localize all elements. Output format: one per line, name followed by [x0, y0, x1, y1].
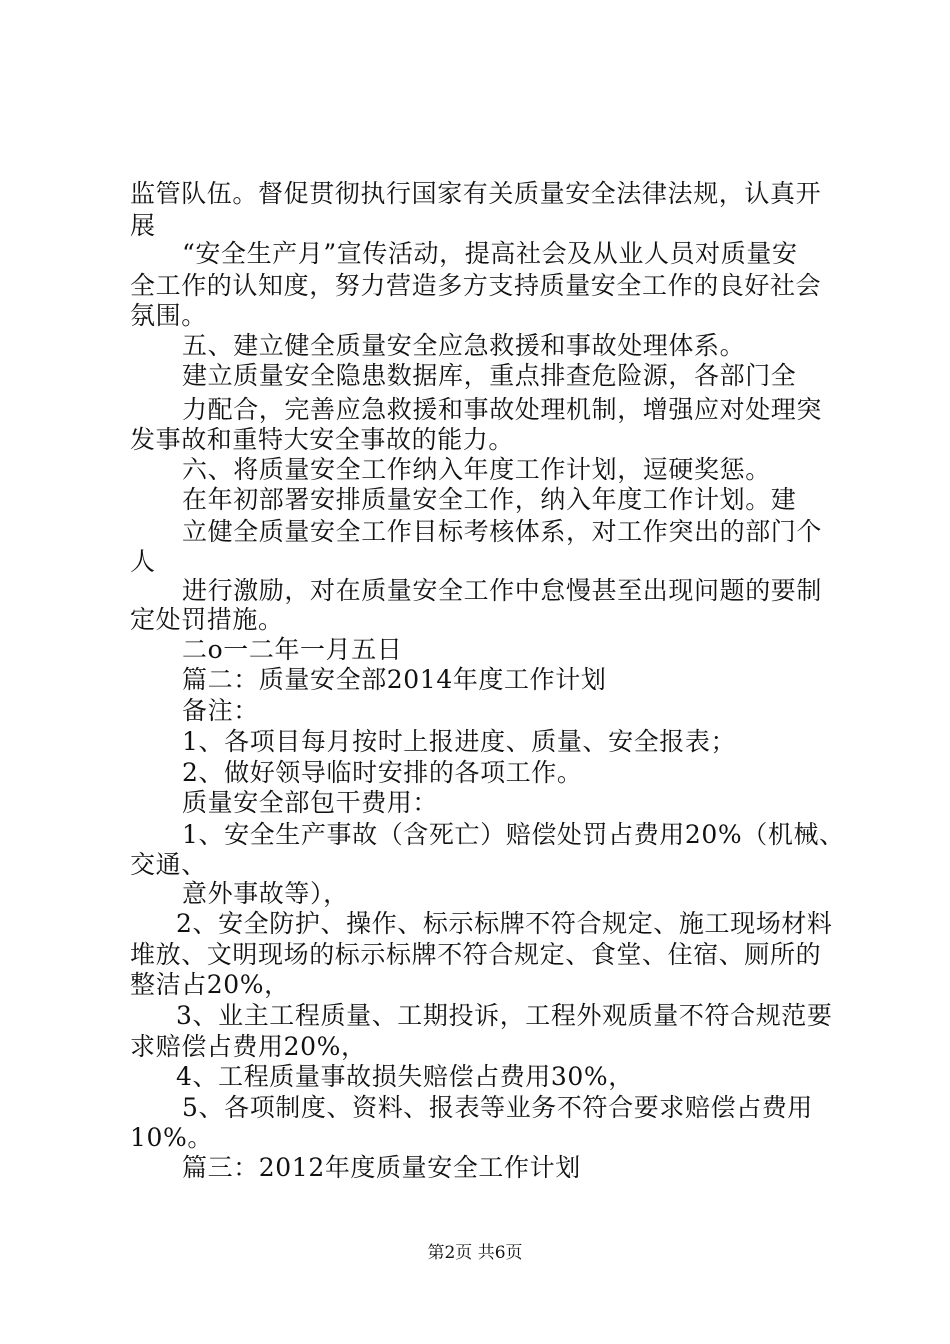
- text-line: 定处罚措施。: [130, 605, 284, 634]
- chapter-heading: 篇三：2012年度质量安全工作计划: [182, 1153, 581, 1182]
- list-item: 5、各项制度、资料、报表等业务不符合要求赔偿占费用: [182, 1093, 813, 1122]
- text-line: 展: [130, 211, 156, 240]
- list-item: 1、各项目每月按时上报进度、质量、安全报表；: [182, 727, 737, 756]
- text-line: 氛围。: [130, 301, 207, 330]
- text-line: 全工作的认知度，努力营造多方支持质量安全工作的良好社会: [130, 271, 822, 300]
- text-line: 堆放、文明现场的标示标牌不符合规定、食堂、住宿、厕所的: [130, 940, 822, 969]
- text-line: 质量安全部包干费用：: [182, 788, 439, 817]
- text-line: 监管队伍。督促贯彻执行国家有关质量安全法律法规，认真开: [130, 179, 822, 208]
- text-line: 意外事故等），: [182, 879, 349, 908]
- text-line: 交通、: [130, 850, 207, 879]
- text-line: 求赔偿占费用20%，: [130, 1032, 367, 1061]
- text-line: 整洁占20%，: [130, 970, 290, 999]
- text-line: 10%。: [130, 1123, 213, 1152]
- text-line: 力配合，完善应急救援和事故处理机制，增强应对处理突: [182, 395, 823, 424]
- text-line: 备注：: [182, 696, 259, 725]
- text-line: 建立质量安全隐患数据库，重点排查危险源，各部门全: [182, 361, 797, 390]
- text-line: “安全生产月”宣传活动，提高社会及从业人员对质量安: [182, 239, 798, 268]
- list-item: 1、安全生产事故（含死亡）赔偿处罚占费用20%（机械、: [182, 820, 845, 849]
- section-heading: 六、将质量安全工作纳入年度工作计划，逗硬奖惩。: [182, 455, 771, 484]
- text-line: 进行激励，对在质量安全工作中怠慢甚至出现问题的要制: [182, 576, 823, 605]
- chapter-heading: 篇二：质量安全部2014年度工作计划: [182, 665, 607, 694]
- text-line: 立健全质量安全工作目标考核体系，对工作突出的部门个: [182, 517, 823, 546]
- list-item: 4、工程质量事故损失赔偿占费用30%，: [176, 1062, 634, 1091]
- page-number: 第2页 共6页: [427, 1243, 523, 1263]
- text-line: 在年初部署安排质量安全工作，纳入年度工作计划。建: [182, 485, 797, 514]
- text-line: 发事故和重特大安全事故的能力。: [130, 425, 515, 454]
- document-date: 二o一二年一月五日: [182, 635, 403, 664]
- list-item: 2、安全防护、操作、标示标牌不符合规定、施工现场材料: [176, 909, 833, 938]
- text-line: 人: [130, 547, 156, 576]
- list-item: 2、做好领导临时安排的各项工作。: [182, 758, 583, 787]
- section-heading: 五、建立健全质量安全应急救援和事故处理体系。: [182, 331, 746, 360]
- list-item: 3、业主工程质量、工期投诉，工程外观质量不符合规范要: [176, 1001, 833, 1030]
